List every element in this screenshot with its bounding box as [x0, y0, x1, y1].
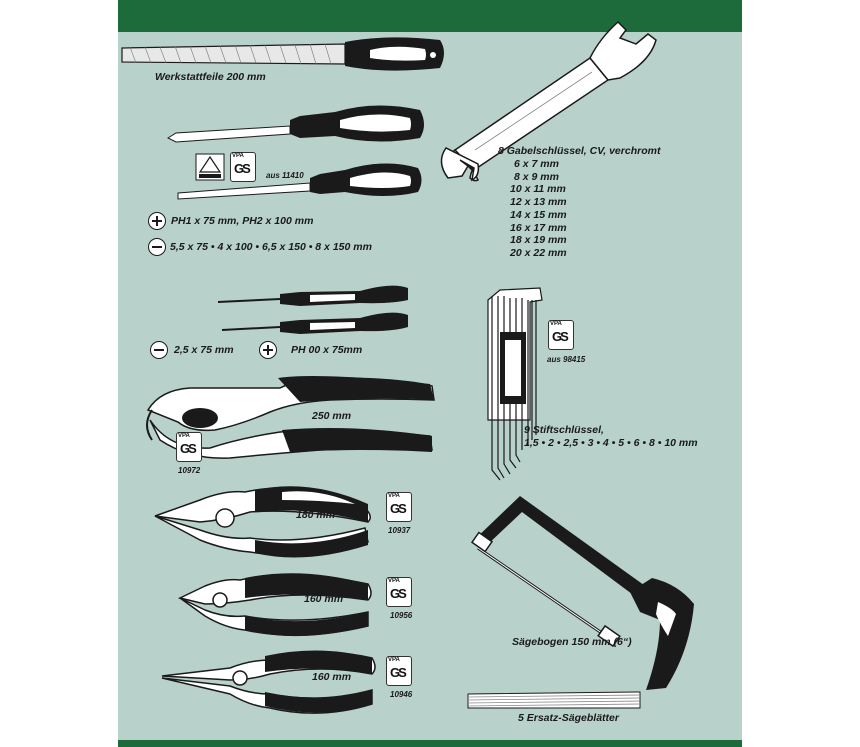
- phillips-icon-precision: [259, 341, 277, 359]
- wrench-size: 8 x 9 mm: [514, 170, 559, 183]
- hex-key-title: 9 Stiftschlüssel,: [524, 424, 604, 436]
- combination-pliers-illustration: [155, 486, 370, 557]
- wrench-size: 16 x 17 mm: [510, 221, 567, 234]
- wrench-size: 6 x 7 mm: [514, 158, 559, 170]
- screwdriver-code: aus 11410: [266, 171, 304, 180]
- phillips-icon: [148, 212, 166, 230]
- slot-icon: [148, 238, 166, 256]
- wrench-title: 8 Gabelschlüssel, CV, verchromt: [498, 145, 661, 157]
- file-label: Werkstattfeile 200 mm: [155, 71, 266, 83]
- water-pump-code: 10972: [178, 466, 201, 475]
- saw-blades-illustration: [468, 692, 640, 708]
- combination-code: 10937: [388, 526, 411, 535]
- needle-nose-code: 10946: [390, 690, 413, 699]
- needle-nose-size: 160 mm: [312, 671, 352, 683]
- water-pump-size: 250 mm: [312, 410, 352, 422]
- slot-sizes: 5,5 x 75 • 4 x 100 • 6,5 x 150 • 8 x 150 mm: [170, 241, 372, 253]
- hacksaw-illustration: [472, 496, 694, 690]
- hacksaw-label: Sägebogen 150 mm (6“): [512, 636, 632, 648]
- gs-mark-side-cutter: VPA GS: [386, 577, 412, 607]
- side-cutter-size: 160 mm: [304, 593, 344, 605]
- phillips-sizes: PH1 x 75 mm, PH2 x 100 mm: [171, 215, 314, 227]
- screwdriver-ph-illustration: [168, 105, 424, 142]
- wrench-size-list: [510, 158, 567, 260]
- saw-blades-label: 5 Ersatz-Sägeblätter: [518, 712, 619, 724]
- side-cutter-code: 10956: [390, 611, 413, 620]
- wrench-size: 18 x 19 mm: [510, 234, 567, 247]
- wrench-size: 10 x 11 mm: [510, 183, 566, 196]
- gs-mark-combination: VPA GS: [386, 492, 412, 522]
- wrench-size: 20 x 22 mm: [510, 246, 567, 259]
- wrench-size: 12 x 13 mm: [510, 196, 567, 209]
- slot-icon-precision: [150, 341, 168, 359]
- gs-mark-hex-keys: VPA GS: [548, 320, 574, 350]
- precision-screwdrivers-illustration: [218, 286, 408, 334]
- combination-size: 180 mm: [296, 509, 336, 521]
- wrench-size: 14 x 15 mm: [510, 208, 567, 221]
- hex-key-set-illustration: [488, 288, 542, 480]
- certification-triangle-badge: [196, 154, 224, 180]
- gs-mark-needle-nose: VPA GS: [386, 656, 412, 686]
- hex-key-sizes: 1,5 • 2 • 2,5 • 3 • 4 • 5 • 6 • 8 • 10 mm: [524, 437, 698, 449]
- precision-slot-size: 2,5 x 75 mm: [174, 344, 234, 356]
- file-illustration: [122, 37, 444, 70]
- gs-mark-screwdrivers: VPA GS: [230, 152, 256, 182]
- hex-key-code: aus 98415: [547, 355, 586, 364]
- gs-mark-water-pump: VPA GS: [176, 432, 202, 462]
- precision-phillips-size: PH 00 x 75mm: [291, 344, 363, 356]
